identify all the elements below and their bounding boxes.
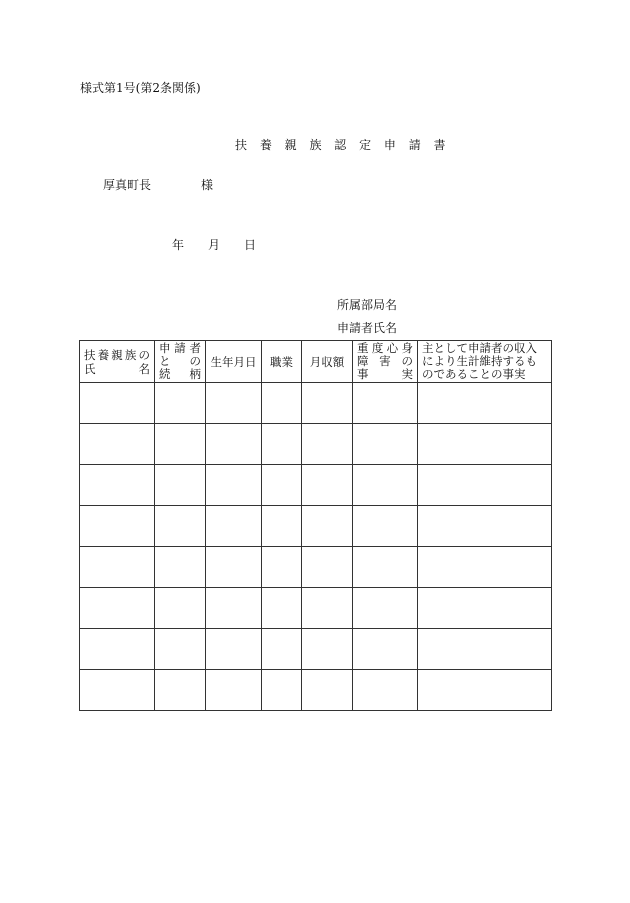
dependent-name-cell[interactable] xyxy=(80,670,155,711)
occupation-cell[interactable] xyxy=(262,465,302,506)
monthly-income-cell[interactable] xyxy=(302,506,353,547)
birthdate-cell[interactable] xyxy=(206,383,262,424)
birthdate-cell[interactable] xyxy=(206,588,262,629)
addressee xyxy=(103,176,213,193)
occupation-cell[interactable] xyxy=(262,506,302,547)
relationship-cell[interactable] xyxy=(155,424,206,465)
header-relationship-line3: 続 柄 xyxy=(159,367,201,381)
support-fact-cell[interactable] xyxy=(418,629,552,670)
form-number: 様式第1号(第2条関係) xyxy=(80,81,201,95)
dependent-name-cell[interactable] xyxy=(80,506,155,547)
birthdate-cell[interactable] xyxy=(206,670,262,711)
birthdate-cell[interactable] xyxy=(206,506,262,547)
header-dependent-name xyxy=(80,341,155,383)
disability-cell[interactable] xyxy=(353,547,418,588)
table-row xyxy=(80,670,552,711)
monthly-income-cell[interactable] xyxy=(302,547,353,588)
occupation-cell[interactable] xyxy=(262,588,302,629)
dependent-name-cell[interactable] xyxy=(80,588,155,629)
occupation-cell[interactable] xyxy=(262,629,302,670)
monthly-income-cell[interactable] xyxy=(302,588,353,629)
monthly-income-cell[interactable] xyxy=(302,383,353,424)
disability-cell[interactable] xyxy=(353,629,418,670)
table-body xyxy=(80,383,552,711)
monthly-income-cell[interactable] xyxy=(302,465,353,506)
dependent-name-cell[interactable] xyxy=(80,383,155,424)
support-fact-cell[interactable] xyxy=(418,670,552,711)
addressee-name: 厚真町長 xyxy=(103,178,152,192)
header-relationship xyxy=(155,341,206,383)
support-fact-cell[interactable] xyxy=(418,506,552,547)
department-label: 所属部局名 xyxy=(337,298,398,312)
table-row xyxy=(80,424,552,465)
support-fact-cell[interactable] xyxy=(418,383,552,424)
header-dependent-name-line1: 扶養親族の xyxy=(84,347,150,362)
table-row xyxy=(80,629,552,670)
table-row xyxy=(80,547,552,588)
table-row xyxy=(80,506,552,547)
header-relationship-line1: 申請者 xyxy=(159,341,201,355)
dependent-name-cell[interactable] xyxy=(80,629,155,670)
dependent-table xyxy=(79,340,552,711)
monthly-income-cell[interactable] xyxy=(302,424,353,465)
occupation-cell[interactable] xyxy=(262,670,302,711)
birthdate-cell[interactable] xyxy=(206,629,262,670)
table-row xyxy=(80,383,552,424)
header-disability-line1: 重度心身 xyxy=(357,341,413,355)
occupation-cell[interactable] xyxy=(262,547,302,588)
relationship-cell[interactable] xyxy=(155,506,206,547)
applicant-name-label: 申請者氏名 xyxy=(337,321,398,335)
support-fact-cell[interactable] xyxy=(418,588,552,629)
header-relationship-line2: と の xyxy=(159,354,201,368)
date-month-label: 月 xyxy=(208,238,221,252)
disability-cell[interactable] xyxy=(353,506,418,547)
occupation-cell[interactable] xyxy=(262,383,302,424)
disability-cell[interactable] xyxy=(353,465,418,506)
birthdate-cell[interactable] xyxy=(206,465,262,506)
relationship-cell[interactable] xyxy=(155,670,206,711)
header-support-fact-line3: のであることの事実 xyxy=(422,367,526,381)
header-row xyxy=(80,341,552,383)
header-disability xyxy=(353,341,418,383)
header-support-fact xyxy=(418,341,552,383)
monthly-income-cell[interactable] xyxy=(302,629,353,670)
relationship-cell[interactable] xyxy=(155,465,206,506)
disability-cell[interactable] xyxy=(353,383,418,424)
support-fact-cell[interactable] xyxy=(418,547,552,588)
disability-cell[interactable] xyxy=(353,424,418,465)
table-row xyxy=(80,588,552,629)
monthly-income-cell[interactable] xyxy=(302,670,353,711)
birthdate-cell[interactable] xyxy=(206,547,262,588)
support-fact-cell[interactable] xyxy=(418,424,552,465)
header-dependent-name-line2: 氏 名 xyxy=(84,361,150,376)
occupation-cell[interactable] xyxy=(262,424,302,465)
dependent-name-cell[interactable] xyxy=(80,547,155,588)
addressee-honorific: 様 xyxy=(201,178,214,192)
header-monthly-income: 月収額 xyxy=(302,341,353,383)
date-day-label: 日 xyxy=(244,238,257,252)
header-birthdate: 生年月日 xyxy=(206,341,262,383)
relationship-cell[interactable] xyxy=(155,588,206,629)
table-row xyxy=(80,465,552,506)
header-occupation: 職業 xyxy=(262,341,302,383)
header-support-fact-line1: 主として申請者の収入 xyxy=(422,341,537,355)
document-title: 扶 養 親 族 認 定 申 請 書 xyxy=(235,138,451,152)
relationship-cell[interactable] xyxy=(155,547,206,588)
header-support-fact-line2: により生計維持するも xyxy=(422,354,537,368)
support-fact-cell[interactable] xyxy=(418,465,552,506)
header-disability-line3: 事 実 xyxy=(357,367,413,381)
date-year-label: 年 xyxy=(172,238,185,252)
disability-cell[interactable] xyxy=(353,588,418,629)
header-disability-line2: 障 害 の xyxy=(357,354,413,368)
relationship-cell[interactable] xyxy=(155,629,206,670)
relationship-cell[interactable] xyxy=(155,383,206,424)
date-line xyxy=(172,236,256,253)
dependent-name-cell[interactable] xyxy=(80,465,155,506)
dependent-name-cell[interactable] xyxy=(80,424,155,465)
birthdate-cell[interactable] xyxy=(206,424,262,465)
disability-cell[interactable] xyxy=(353,670,418,711)
